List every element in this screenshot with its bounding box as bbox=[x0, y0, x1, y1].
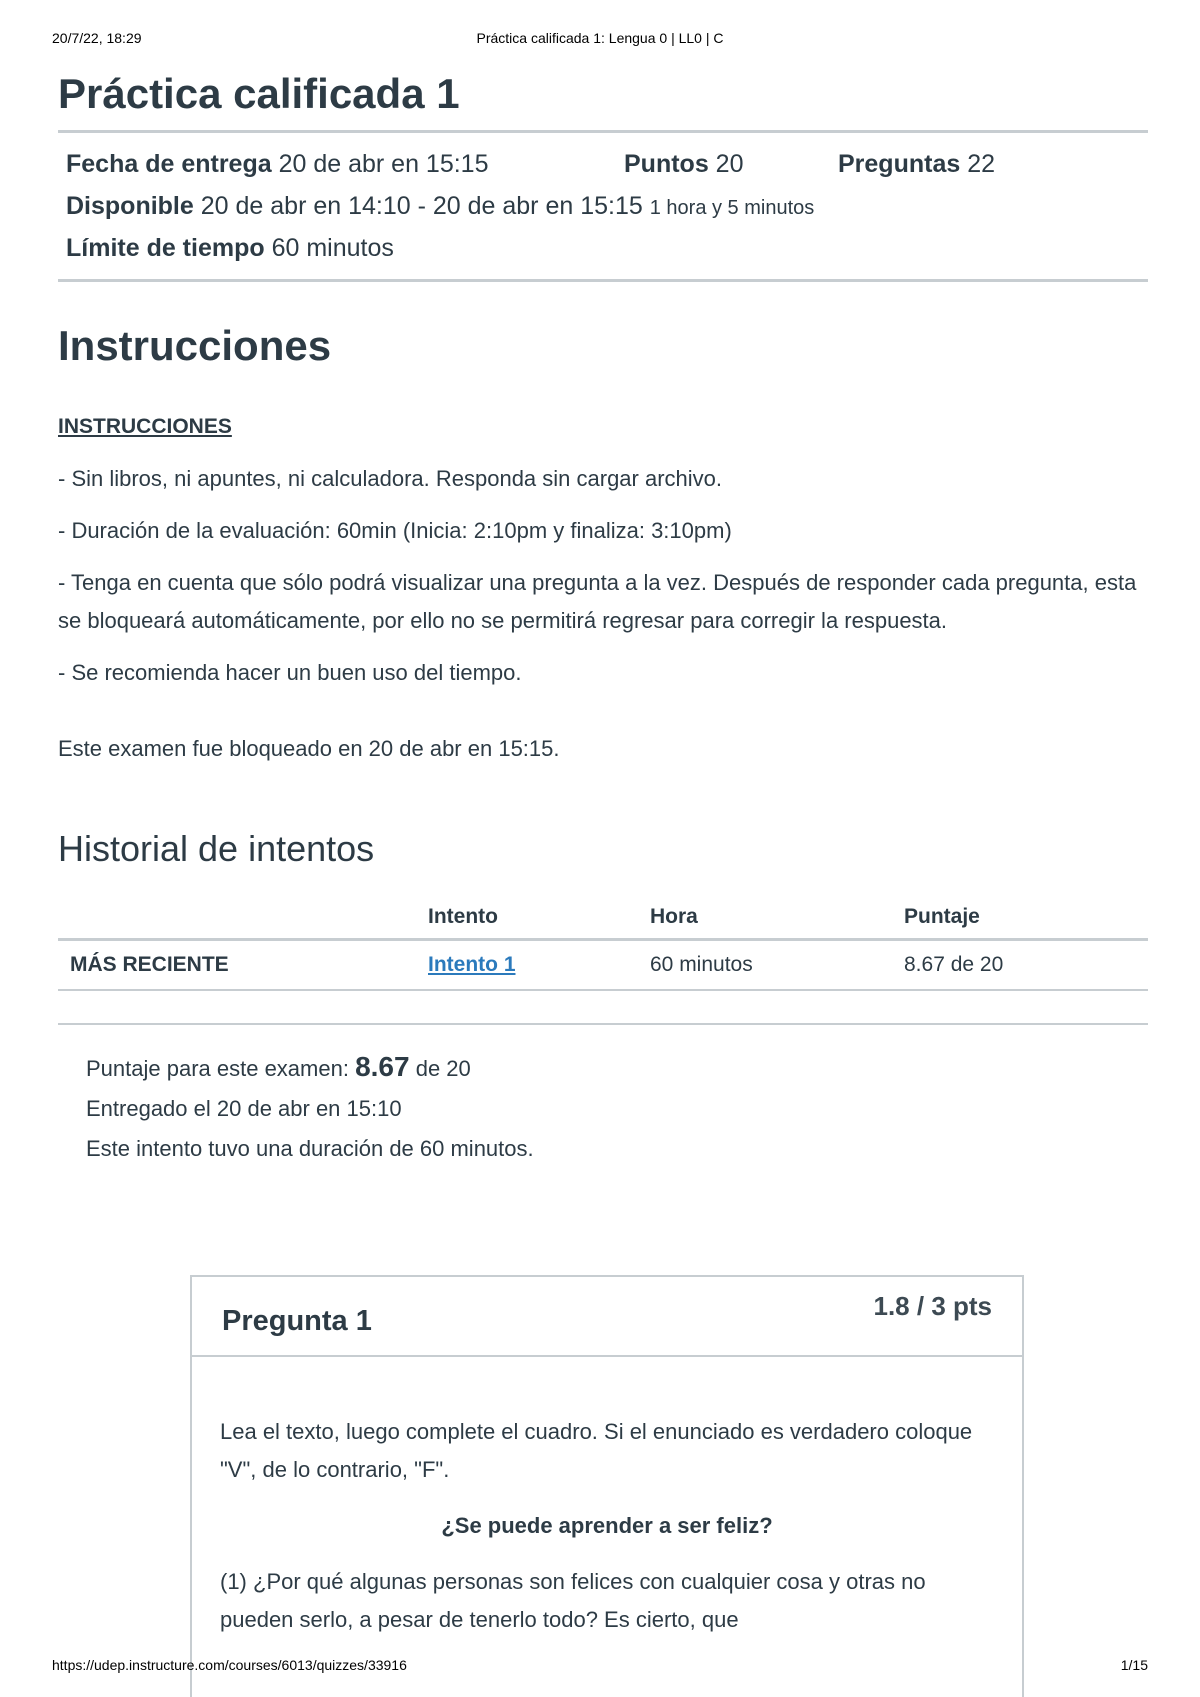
table-row bbox=[58, 940, 1148, 991]
print-footer bbox=[52, 1657, 1148, 1677]
time-cell: 60 minutos bbox=[638, 940, 892, 991]
duration-line: Este intento tuvo una duración de 60 minutos. bbox=[86, 1136, 534, 1161]
score-prefix: Puntaje para este examen: bbox=[86, 1056, 349, 1081]
page-title: Práctica calificada 1 bbox=[58, 70, 460, 117]
score-summary bbox=[58, 1047, 1148, 1169]
print-doc-title: Práctica calificada 1: Lengua 0 | LL0 | C bbox=[476, 30, 724, 46]
questions-value: 22 bbox=[967, 150, 996, 178]
attempt-cell bbox=[416, 940, 638, 991]
available-label: Disponible bbox=[66, 192, 194, 220]
submitted-line: Entregado el 20 de abr en 15:10 bbox=[86, 1096, 402, 1121]
score-line bbox=[86, 1047, 1148, 1089]
questions-group bbox=[838, 143, 995, 185]
instructions-subheading: INSTRUCCIONES bbox=[58, 415, 232, 438]
quiz-details bbox=[58, 133, 1148, 279]
instructions-heading: Instrucciones bbox=[58, 322, 332, 369]
print-url: https://udep.instructure.com/courses/6013/quizzes/33916 bbox=[52, 1657, 407, 1673]
meta-row-available bbox=[66, 185, 1140, 227]
instruction-line: - Sin libros, ni apuntes, ni calculadora. Responda sin cargar archivo. bbox=[58, 466, 723, 491]
passage-text: (1) ¿Por qué algunas personas son felices con cualquier cosa y otras no pueden serlo, a pesar de tenerlo todo? Es cierto, que bbox=[220, 1569, 926, 1632]
column-header: Hora bbox=[638, 896, 892, 940]
question-title: Pregunta 1 bbox=[222, 1305, 372, 1337]
locked-notice: Este examen fue bloqueado en 20 de abr en 15:15. bbox=[58, 736, 560, 761]
meta-row-due bbox=[66, 143, 1140, 185]
print-page-number: 1/15 bbox=[1120, 1657, 1148, 1673]
points-label: Puntos bbox=[624, 150, 709, 178]
passage-title: ¿Se puede aprender a ser feliz? bbox=[441, 1513, 773, 1538]
attempt-history-table bbox=[58, 896, 1148, 991]
column-header: Puntaje bbox=[892, 896, 1148, 940]
main-content bbox=[58, 64, 1148, 1169]
question-points: 1.8 / 3 pts bbox=[873, 1291, 992, 1321]
column-header bbox=[58, 896, 416, 940]
print-header bbox=[52, 30, 1148, 50]
instruction-line: - Duración de la evaluación: 60min (Inicia: 2:10pm y finaliza: 3:10pm) bbox=[58, 518, 732, 543]
points-value: 20 bbox=[715, 150, 744, 178]
time-limit-label: Límite de tiempo bbox=[66, 234, 265, 262]
question-card bbox=[190, 1275, 1024, 1697]
available-duration: 1 hora y 5 minutos bbox=[649, 197, 815, 219]
column-header: Intento bbox=[416, 896, 638, 940]
score-cell: 8.67 de 20 bbox=[892, 940, 1148, 991]
due-label: Fecha de entrega bbox=[66, 150, 272, 178]
due-value: 20 de abr en 15:15 bbox=[278, 150, 489, 178]
table-header-row bbox=[58, 896, 1148, 940]
score-value: 8.67 bbox=[355, 1051, 410, 1082]
attempt-link[interactable]: Intento 1 bbox=[428, 953, 516, 976]
print-date: 20/7/22, 18:29 bbox=[52, 30, 142, 46]
meta-row-time-limit bbox=[66, 227, 1140, 269]
divider bbox=[58, 1023, 1148, 1025]
history-heading: Historial de intentos bbox=[58, 828, 375, 869]
instruction-line: - Se recomienda hacer un buen uso del tiempo. bbox=[58, 660, 522, 685]
points-group bbox=[624, 143, 743, 185]
instructions-body bbox=[58, 408, 1148, 768]
instruction-line: - Tenga en cuenta que sólo podrá visualizar una pregunta a la vez. Después de responder cada pregunta, esta se bloqueará automáticamente, por ello no se permitirá regresar para corregir la respuesta. bbox=[58, 570, 1137, 633]
score-suffix: de 20 bbox=[415, 1056, 471, 1081]
question-body bbox=[192, 1357, 1022, 1639]
question-header bbox=[192, 1277, 1022, 1357]
available-value: 20 de abr en 14:10 - 20 de abr en 15:15 bbox=[200, 192, 643, 220]
most-recent-label: MÁS RECIENTE bbox=[58, 940, 416, 991]
question-prompt: Lea el texto, luego complete el cuadro. Si el enunciado es verdadero coloque "V", de lo contrario, "F". bbox=[220, 1419, 973, 1482]
questions-label: Preguntas bbox=[838, 150, 961, 178]
time-limit-value: 60 minutos bbox=[271, 234, 394, 262]
